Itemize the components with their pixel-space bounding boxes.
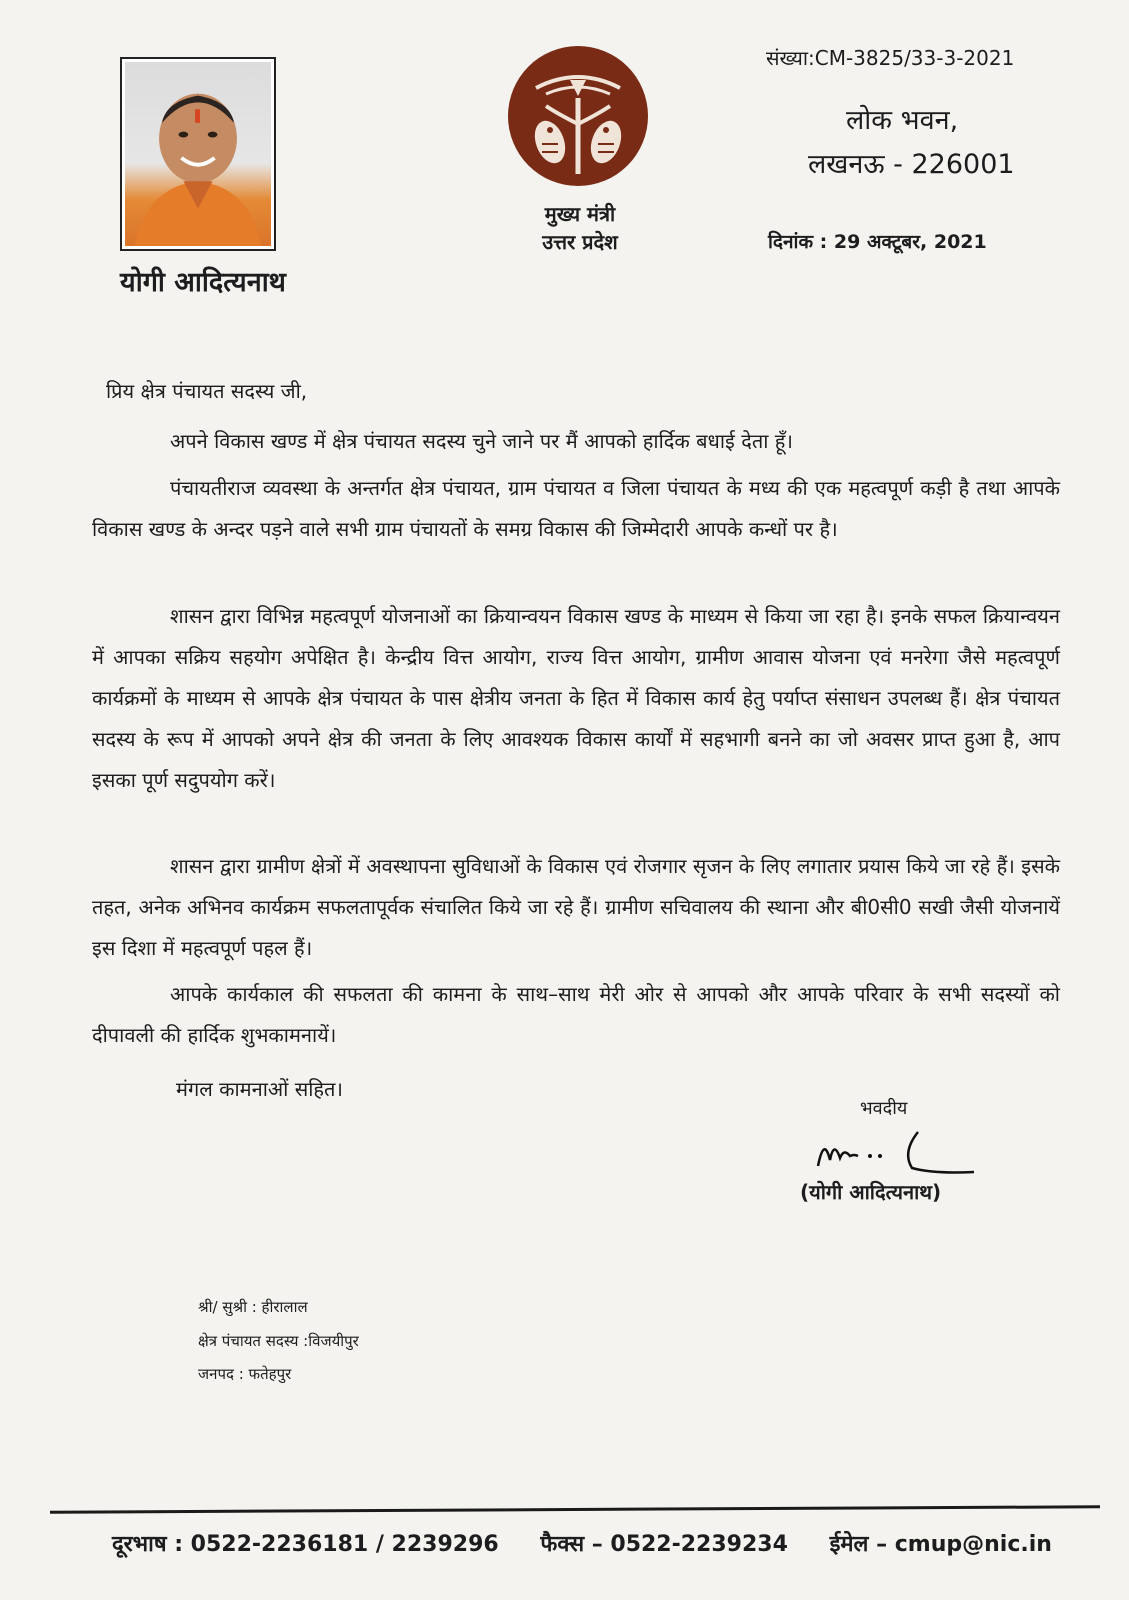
portrait-illustration (125, 62, 271, 246)
sign-off: भवदीय (860, 1098, 908, 1119)
footer-fax: फैक्स – 0522-2239234 (540, 1532, 788, 1557)
paragraph-5: आपके कार्यकाल की सफलता की कामना के साथ–साथ मेरी ओर से आपको और आपके परिवार के सभी सदस्यों को दीपावली की हार्दिक शुभकामनायें। (92, 982, 1060, 1047)
signatory-name: (योगी आदित्यनाथ) (800, 1180, 942, 1204)
closing-line: मंगल कामनाओं सहित। (176, 1077, 344, 1101)
handwritten-signature (814, 1126, 984, 1178)
footer-divider (50, 1505, 1100, 1513)
recipient-designation: क्षेत्र पंचायत सदस्य :विजयीपुर (198, 1332, 359, 1350)
emblem-caption-state: उत्तर प्रदेश (542, 230, 618, 254)
recipient-district: जनपद : फतेहपुर (198, 1365, 292, 1383)
state-emblem-icon (506, 44, 650, 188)
paragraph-2: पंचायतीराज व्यवस्था के अन्तर्गत क्षेत्र पंचायत, ग्राम पंचायत व जिला पंचायत के मध्य की एक महत्वपूर्ण कड़ी है तथा आपके विकास खण्ड के अन्दर पड़ने वाले सभी ग्राम पंचायतों के समग्र विकास की जिम्मेदारी आपके कन्धों पर है। (92, 476, 1060, 541)
footer-phone: दूरभाष : 0522-2236181 / 2239296 (112, 1532, 499, 1557)
portrait-photo (120, 57, 276, 251)
paragraph-3: शासन द्वारा विभिन्न महत्वपूर्ण योजनाओं का क्रियान्वयन विकास खण्ड के माध्यम से किया जा रहा है। इनके सफल क्रियान्वयन में आपका सक्रिय सहयोग अपेक्षित है। केन्द्रीय वित्त आयोग, राज्य वित्त आयोग, ग्रामीण आवास योजना एवं मनरेगा जैसे महत्वपूर्ण कार्यक्रमों के माध्यम से आपके क्षेत्र पंचायत के पास क्षेत्रीय जनता के हित में विकास कार्य हेतु पर्याप्त संसाधन उपलब्ध हैं। क्षेत्र पंचायत सदस्य के रूप में आपको अपने क्षेत्र की जनता के लिए आवश्यक विकास कार्यों में सहभागी बनने का जो अवसर प्राप्त हुआ है, आप इसका पूर्ण सदुपयोग करें। (92, 604, 1060, 792)
letter-date: दिनांक : 29 अक्टूबर, 2021 (768, 231, 987, 253)
salutation: प्रिय क्षेत्र पंचायत सदस्य जी, (106, 379, 308, 403)
address-line-2: लखनऊ - 226001 (808, 149, 1015, 180)
emblem-caption (500, 200, 660, 256)
reference-number: संख्या:CM-3825/33-3-2021 (766, 46, 1015, 70)
emblem-caption-title: मुख्य मंत्री (544, 202, 616, 226)
footer-email: ईमेल – cmup@nic.in (829, 1532, 1052, 1557)
address-line-1: लोक भवन, (846, 105, 959, 136)
footer-contact (112, 1528, 1086, 1558)
person-name: योगी आदित्यनाथ (120, 267, 286, 298)
paragraph-1: अपने विकास खण्ड में क्षेत्र पंचायत सदस्य चुने जाने पर मैं आपको हार्दिक बधाई देता हूँ। (170, 429, 793, 453)
recipient-name: श्री/ सुश्री : हीरालाल (198, 1298, 308, 1316)
paragraph-4: शासन द्वारा ग्रामीण क्षेत्रों में अवस्थापना सुविधाओं के विकास एवं रोजगार सृजन के लिए लगातार प्रयास किये जा रहे हैं। इसके तहत, अनेक अभिनव कार्यक्रम सफलतापूर्वक संचालित किये जा रहे हैं। ग्रामीण सचिवालय की स्थाना और बी0सी0 सखी जैसी योजनायें इस दिशा में महत्वपूर्ण पहल हैं। (92, 854, 1060, 960)
